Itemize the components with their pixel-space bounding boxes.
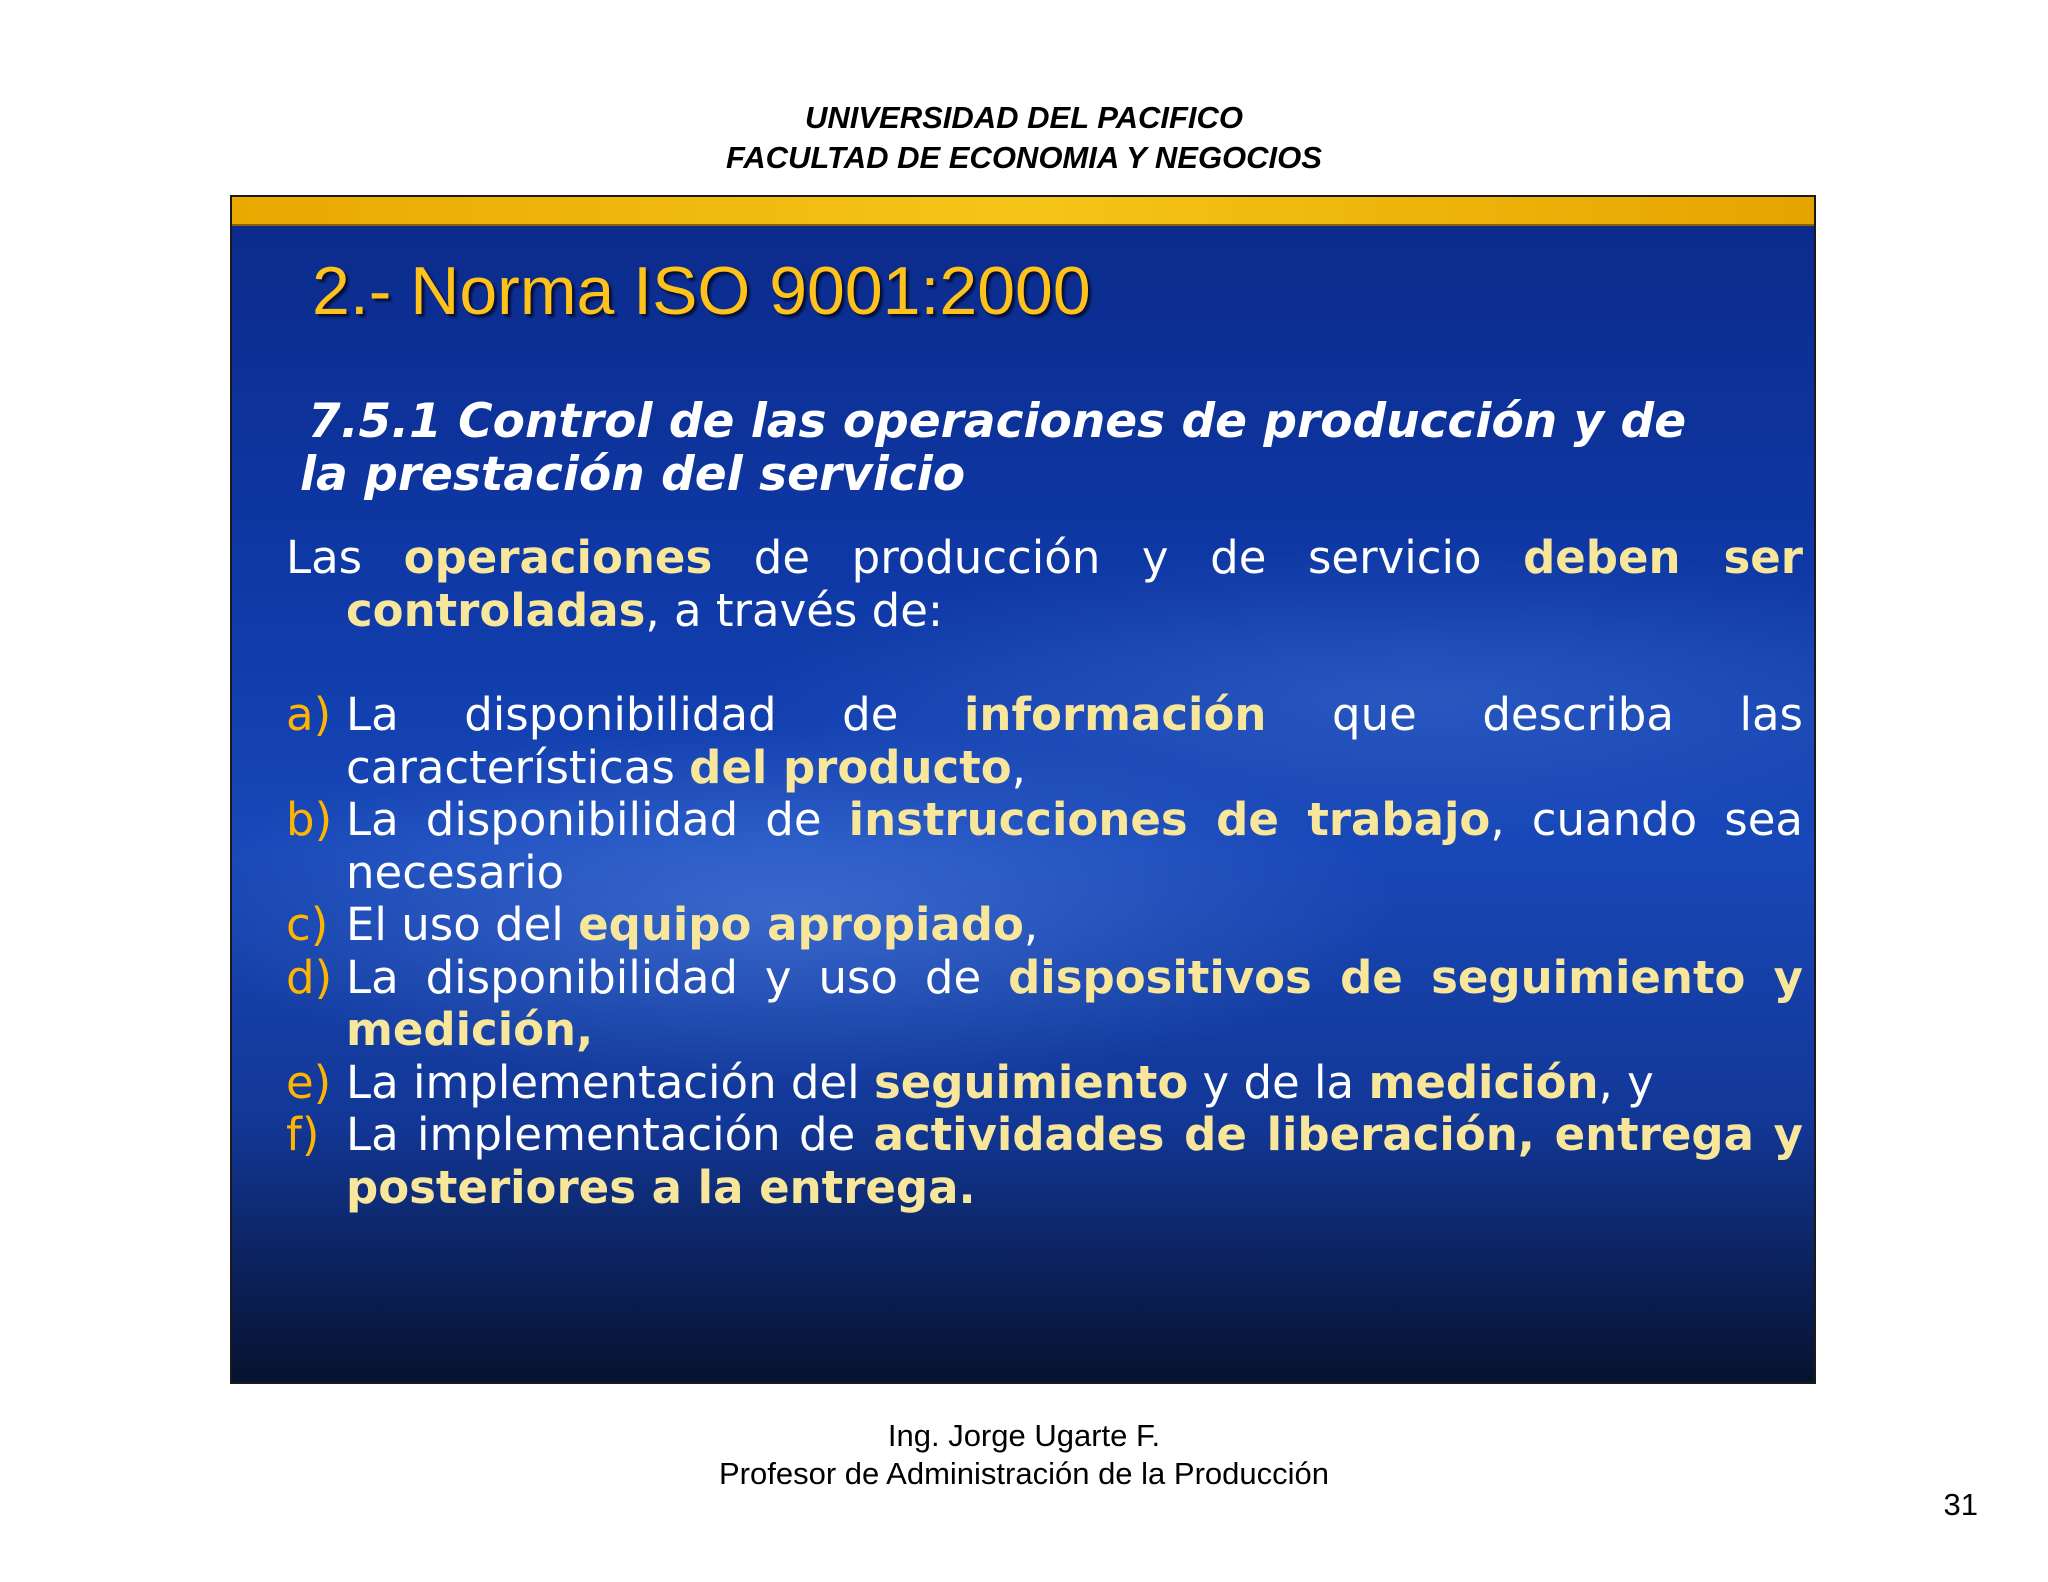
item-highlight: dispositivos de seguimiento y medición, — [346, 950, 1803, 1056]
item-highlight: información — [963, 688, 1267, 741]
slide-panel — [230, 195, 1816, 1384]
item-highlight: equipo apropiado — [578, 898, 1024, 951]
item-highlight: actividades de liberación, entrega y posteriores a la entrega. — [346, 1108, 1803, 1214]
item-text: La implementación de — [346, 1108, 874, 1161]
document-header — [0, 98, 2048, 178]
item-highlight: seguimiento — [873, 1055, 1189, 1109]
page-number: 31 — [1943, 1487, 1978, 1522]
list-item — [286, 952, 1803, 1057]
item-highlight: instrucciones de trabajo — [848, 793, 1491, 846]
list-marker: f) — [286, 1108, 320, 1161]
intro-text: de producción y de servicio — [712, 531, 1524, 584]
author-name: Ing. Jorge Ugarte F. — [887, 1418, 1161, 1453]
section-subtitle: 7.5.1 Control de las operaciones de producción y de la prestación del servicio — [300, 394, 1687, 502]
list-item — [286, 899, 1803, 952]
item-text: El uso del — [346, 898, 579, 951]
list-item — [286, 689, 1803, 794]
author-title: Profesor de Administración de la Producción — [719, 1456, 1329, 1491]
list-marker: d) — [286, 950, 333, 1004]
list-marker: b) — [286, 793, 333, 846]
item-text: La disponibilidad de — [346, 793, 849, 846]
item-text: , y — [1598, 1055, 1654, 1109]
slide-top-bar — [232, 197, 1814, 226]
university-name: UNIVERSIDAD DEL PACIFICO — [804, 100, 1244, 135]
item-highlight: medición — [1368, 1055, 1599, 1109]
item-text: La disponibilidad de — [346, 688, 964, 741]
list-item — [286, 1057, 1803, 1110]
item-text: , — [1011, 740, 1026, 794]
list-marker: c) — [286, 898, 329, 951]
slide-title: 2.- Norma ISO 9001:2000 — [312, 253, 1091, 329]
item-text: que describa las características — [346, 688, 1803, 794]
intro-highlight: deben ser controladas — [346, 531, 1803, 637]
list-item — [286, 794, 1803, 899]
item-highlight: del producto — [689, 740, 1012, 794]
intro-text: Las — [286, 531, 404, 584]
list-marker: a) — [286, 688, 332, 741]
intro-text: , a través de: — [645, 583, 944, 637]
slide-body — [286, 532, 1803, 1214]
item-text: La implementación del — [346, 1055, 874, 1109]
intro-paragraph — [286, 532, 1803, 637]
list-item — [286, 1109, 1803, 1214]
item-text: y de la — [1188, 1055, 1369, 1109]
faculty-name: FACULTAD DE ECONOMIA Y NEGOCIOS — [726, 140, 1322, 175]
list-marker: e) — [286, 1055, 332, 1109]
item-text: , — [1023, 898, 1039, 951]
item-text: , cuando sea necesario — [346, 793, 1804, 899]
intro-highlight: operaciones — [403, 531, 713, 584]
document-footer — [0, 1417, 2048, 1493]
item-text: La disponibilidad y uso de — [346, 950, 1009, 1004]
